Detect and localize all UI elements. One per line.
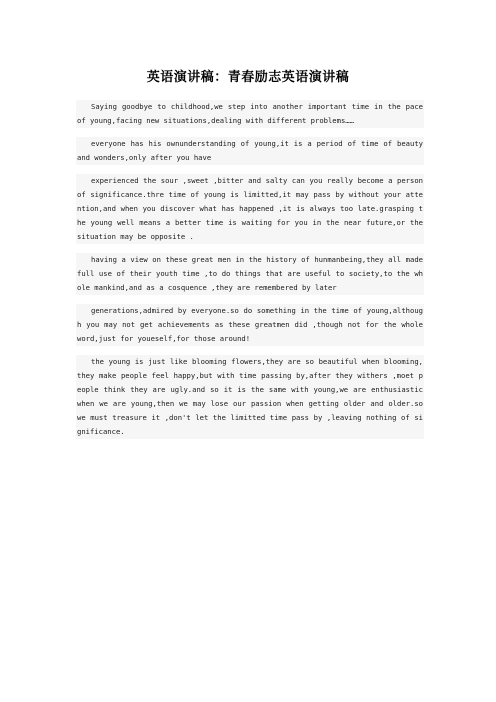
paragraph-4: having a view on these great men in the history of hunmanbeing,they all made full use of their youth time ,to do things that are useful to society,to the whole mankind,and as a cosquence ,they are remembered by later bbox=[76, 253, 424, 295]
paragraph-3: experienced the sour ,sweet ,bitter and salty can you really become a person of significance.thre time of young is limitted,it may pass by without your attention,and when you discover what has happened ,it is always too late.grasping the young well means a better time is waiting for you in the near future,or the situation may be opposite . bbox=[76, 174, 424, 244]
paragraph-5: generations,admired by everyone.so do something in the time of young,although you may not get achievements as these greatmen did ,though not for the whole word,just for youeself,for those around! bbox=[76, 304, 424, 346]
document-body bbox=[76, 100, 424, 448]
paragraph-6: the young is just like blooming flowers,they are so beautiful when blooming,they make people feel happy,but with time passing by,after they withers ,moet people think they are ugly.and so it is the same with young,we are enthusiastic when we are young,then we may lose our passion when getting older and older.so we must treasure it ,don't let the limitted time pass by ,leaving nothing of significance. bbox=[76, 355, 424, 439]
document-title: 英语演讲稿：青春励志英语演讲稿 bbox=[146, 70, 350, 85]
paragraph-2: everyone has his ownunderstanding of young,it is a period of time of beauty and wonders,only after you have bbox=[76, 137, 424, 165]
paragraph-1: Saying goodbye to childhood,we step into another important time in the pace of young,facing new situations,dealing with different problems…… bbox=[76, 100, 424, 128]
